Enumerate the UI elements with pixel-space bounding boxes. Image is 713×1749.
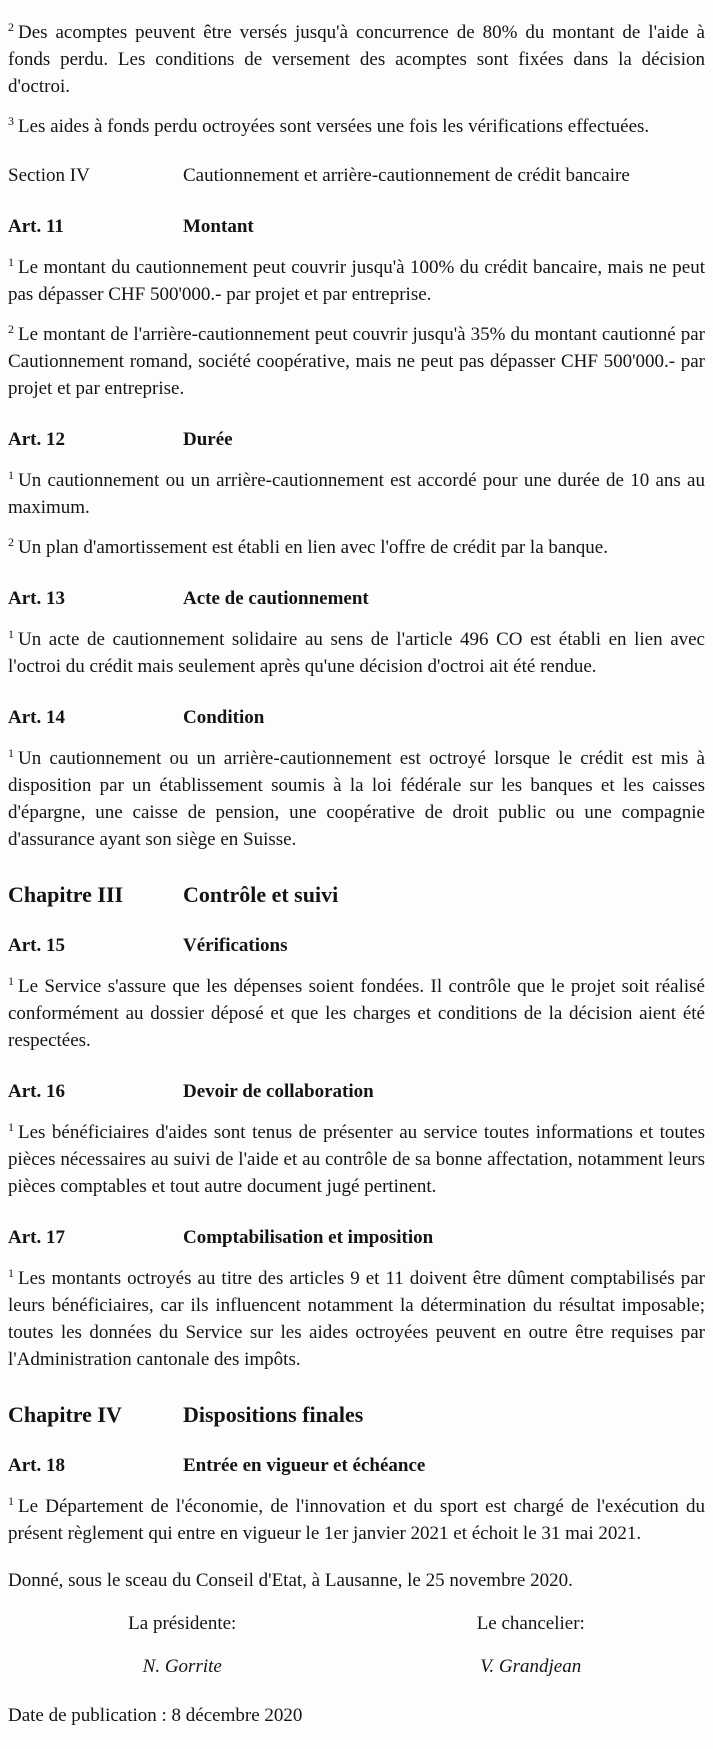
section-heading	[8, 162, 705, 189]
paragraph-marker: 1	[8, 626, 14, 641]
signature-name-left: N. Gorrite	[142, 1656, 222, 1677]
closing-line: Donné, sous le sceau du Conseil d'Etat, à Lausanne, le 25 novembre 2020.	[8, 1570, 573, 1591]
article-title: Devoir de collaboration	[183, 1081, 374, 1102]
article-14-paragraph-1	[8, 745, 705, 853]
signature-role-left: La présidente:	[128, 1613, 237, 1634]
section-title: Cautionnement et arrière-cautionnement de crédit bancaire	[183, 165, 630, 186]
paragraph-text: Le Département de l'économie, de l'innovation et du sport est chargé de l'exécution du présent règlement qui entre en vigueur le 1er janvier 2021 et échoit le 31 mai 2021.	[8, 1496, 705, 1544]
article-title: Montant	[183, 216, 254, 237]
article-label: Art. 16	[8, 1081, 65, 1102]
paragraph-marker: 2	[8, 534, 14, 549]
chapter-label: Chapitre III	[8, 882, 124, 907]
paragraph-text: Le montant de l'arrière-cautionnement peut couvrir jusqu'à 35% du montant cautionné par Cautionnement romand, société coopérative, mais ne peut pas dépasser CHF 500'000.- par projet et par entreprise.	[8, 324, 705, 399]
paragraph-text: Un cautionnement ou un arrière-cautionnement est octroyé lorsque le crédit est mis à disposition par un établissement soumis à la loi fédérale sur les banques et les caisses d'épargne, une caisse de pension, une coopérative de droit public ou une compagnie d'assurance ayant son siège en Suisse.	[8, 748, 705, 850]
article-17-paragraph-1	[8, 1265, 705, 1373]
article-16-paragraph-1	[8, 1119, 705, 1200]
article-label: Art. 17	[8, 1227, 65, 1248]
article-heading-17	[8, 1224, 705, 1251]
paragraph-marker: 1	[8, 1265, 14, 1280]
article-15-paragraph-1	[8, 973, 705, 1054]
paragraph-text: Un plan d'amortissement est établi en lien avec l'offre de crédit par la banque.	[18, 537, 608, 558]
signature-roles-row	[8, 1610, 705, 1637]
article-title: Condition	[183, 707, 265, 728]
footnote-paragraph-3	[8, 113, 705, 140]
article-title: Durée	[183, 429, 233, 450]
chapter-heading-3	[8, 881, 705, 908]
article-12-paragraph-1	[8, 467, 705, 521]
signature-name-right: V. Grandjean	[480, 1656, 582, 1677]
article-label: Art. 12	[8, 429, 65, 450]
article-label: Art. 18	[8, 1455, 65, 1476]
chapter-title: Contrôle et suivi	[183, 882, 339, 907]
article-18-paragraph-1	[8, 1493, 705, 1547]
paragraph-text: Un cautionnement ou un arrière-cautionnement est accordé pour une durée de 10 ans au maximum.	[8, 470, 705, 518]
chapter-title: Dispositions finales	[183, 1402, 364, 1427]
paragraph-marker: 1	[8, 254, 14, 269]
article-label: Art. 14	[8, 707, 65, 728]
paragraph-text: Le Service s'assure que les dépenses soient fondées. Il contrôle que le projet soit réalisé conformément au dossier déposé et que les charges et conditions de la décision aient été respectées.	[8, 976, 705, 1051]
paragraph-marker: 1	[8, 973, 14, 988]
paragraph-marker: 1	[8, 1493, 14, 1508]
article-title: Entrée en vigueur et échéance	[183, 1455, 426, 1476]
paragraph-marker: 1	[8, 1119, 14, 1134]
paragraph-text: Les bénéficiaires d'aides sont tenus de présenter au service toutes informations et toutes pièces nécessaires au suivi de l'aide et au contrôle de sa bonne affectation, notamment leurs pièces comptables et tout autre document jugé pertinent.	[8, 1122, 705, 1197]
signature-role-right: Le chancelier:	[476, 1613, 585, 1634]
paragraph-marker: 1	[8, 745, 14, 760]
footnote-text: Les aides à fonds perdu octroyées sont versées une fois les vérifications effectuées.	[18, 116, 650, 137]
paragraph-marker: 2	[8, 321, 14, 336]
article-13-paragraph-1	[8, 626, 705, 680]
article-heading-14	[8, 704, 705, 731]
article-heading-13	[8, 585, 705, 612]
article-11-paragraph-1	[8, 254, 705, 308]
article-11-paragraph-2	[8, 321, 705, 402]
footnote-text: Des acomptes peuvent être versés jusqu'à concurrence de 80% du montant de l'aide à fonds perdu. Les conditions de versement des acomptes sont fixées dans la décision d'octroi.	[8, 22, 705, 97]
article-heading-15	[8, 932, 705, 959]
article-title: Acte de cautionnement	[183, 588, 369, 609]
article-title: Comptabilisation et imposition	[183, 1227, 434, 1248]
chapter-label: Chapitre IV	[8, 1402, 122, 1427]
footnote-marker: 3	[8, 113, 14, 128]
article-label: Art. 11	[8, 216, 64, 237]
article-heading-11	[8, 213, 705, 240]
article-heading-12	[8, 426, 705, 453]
article-label: Art. 15	[8, 935, 65, 956]
footnote-marker: 2	[8, 19, 14, 34]
article-label: Art. 13	[8, 588, 65, 609]
paragraph-text: Un acte de cautionnement solidaire au sens de l'article 496 CO est établi en lien avec l'octroi du crédit mais seulement après qu'une décision d'octroi ait été rendue.	[8, 629, 705, 677]
paragraph-text: Les montants octroyés au titre des articles 9 et 11 doivent être dûment comptabilisés par leurs bénéficiaires, car ils influencent notamment la détermination du résultat imposable; toutes les données du Service sur les aides octroyées peuvent en outre être requises par l'Administration cantonale des impôts.	[8, 1268, 705, 1370]
article-heading-16	[8, 1078, 705, 1105]
section-label: Section IV	[8, 165, 90, 186]
signature-names-row	[8, 1653, 705, 1680]
paragraph-marker: 1	[8, 467, 14, 482]
article-heading-18	[8, 1452, 705, 1479]
article-title: Vérifications	[183, 935, 288, 956]
footnote-paragraph-2	[8, 19, 705, 100]
paragraph-text: Le montant du cautionnement peut couvrir jusqu'à 100% du crédit bancaire, mais ne peut pas dépasser CHF 500'000.- par projet et par entreprise.	[8, 257, 705, 305]
publication-date-line: Date de publication : 8 décembre 2020	[8, 1705, 303, 1726]
chapter-heading-4	[8, 1401, 705, 1428]
article-12-paragraph-2	[8, 534, 705, 561]
